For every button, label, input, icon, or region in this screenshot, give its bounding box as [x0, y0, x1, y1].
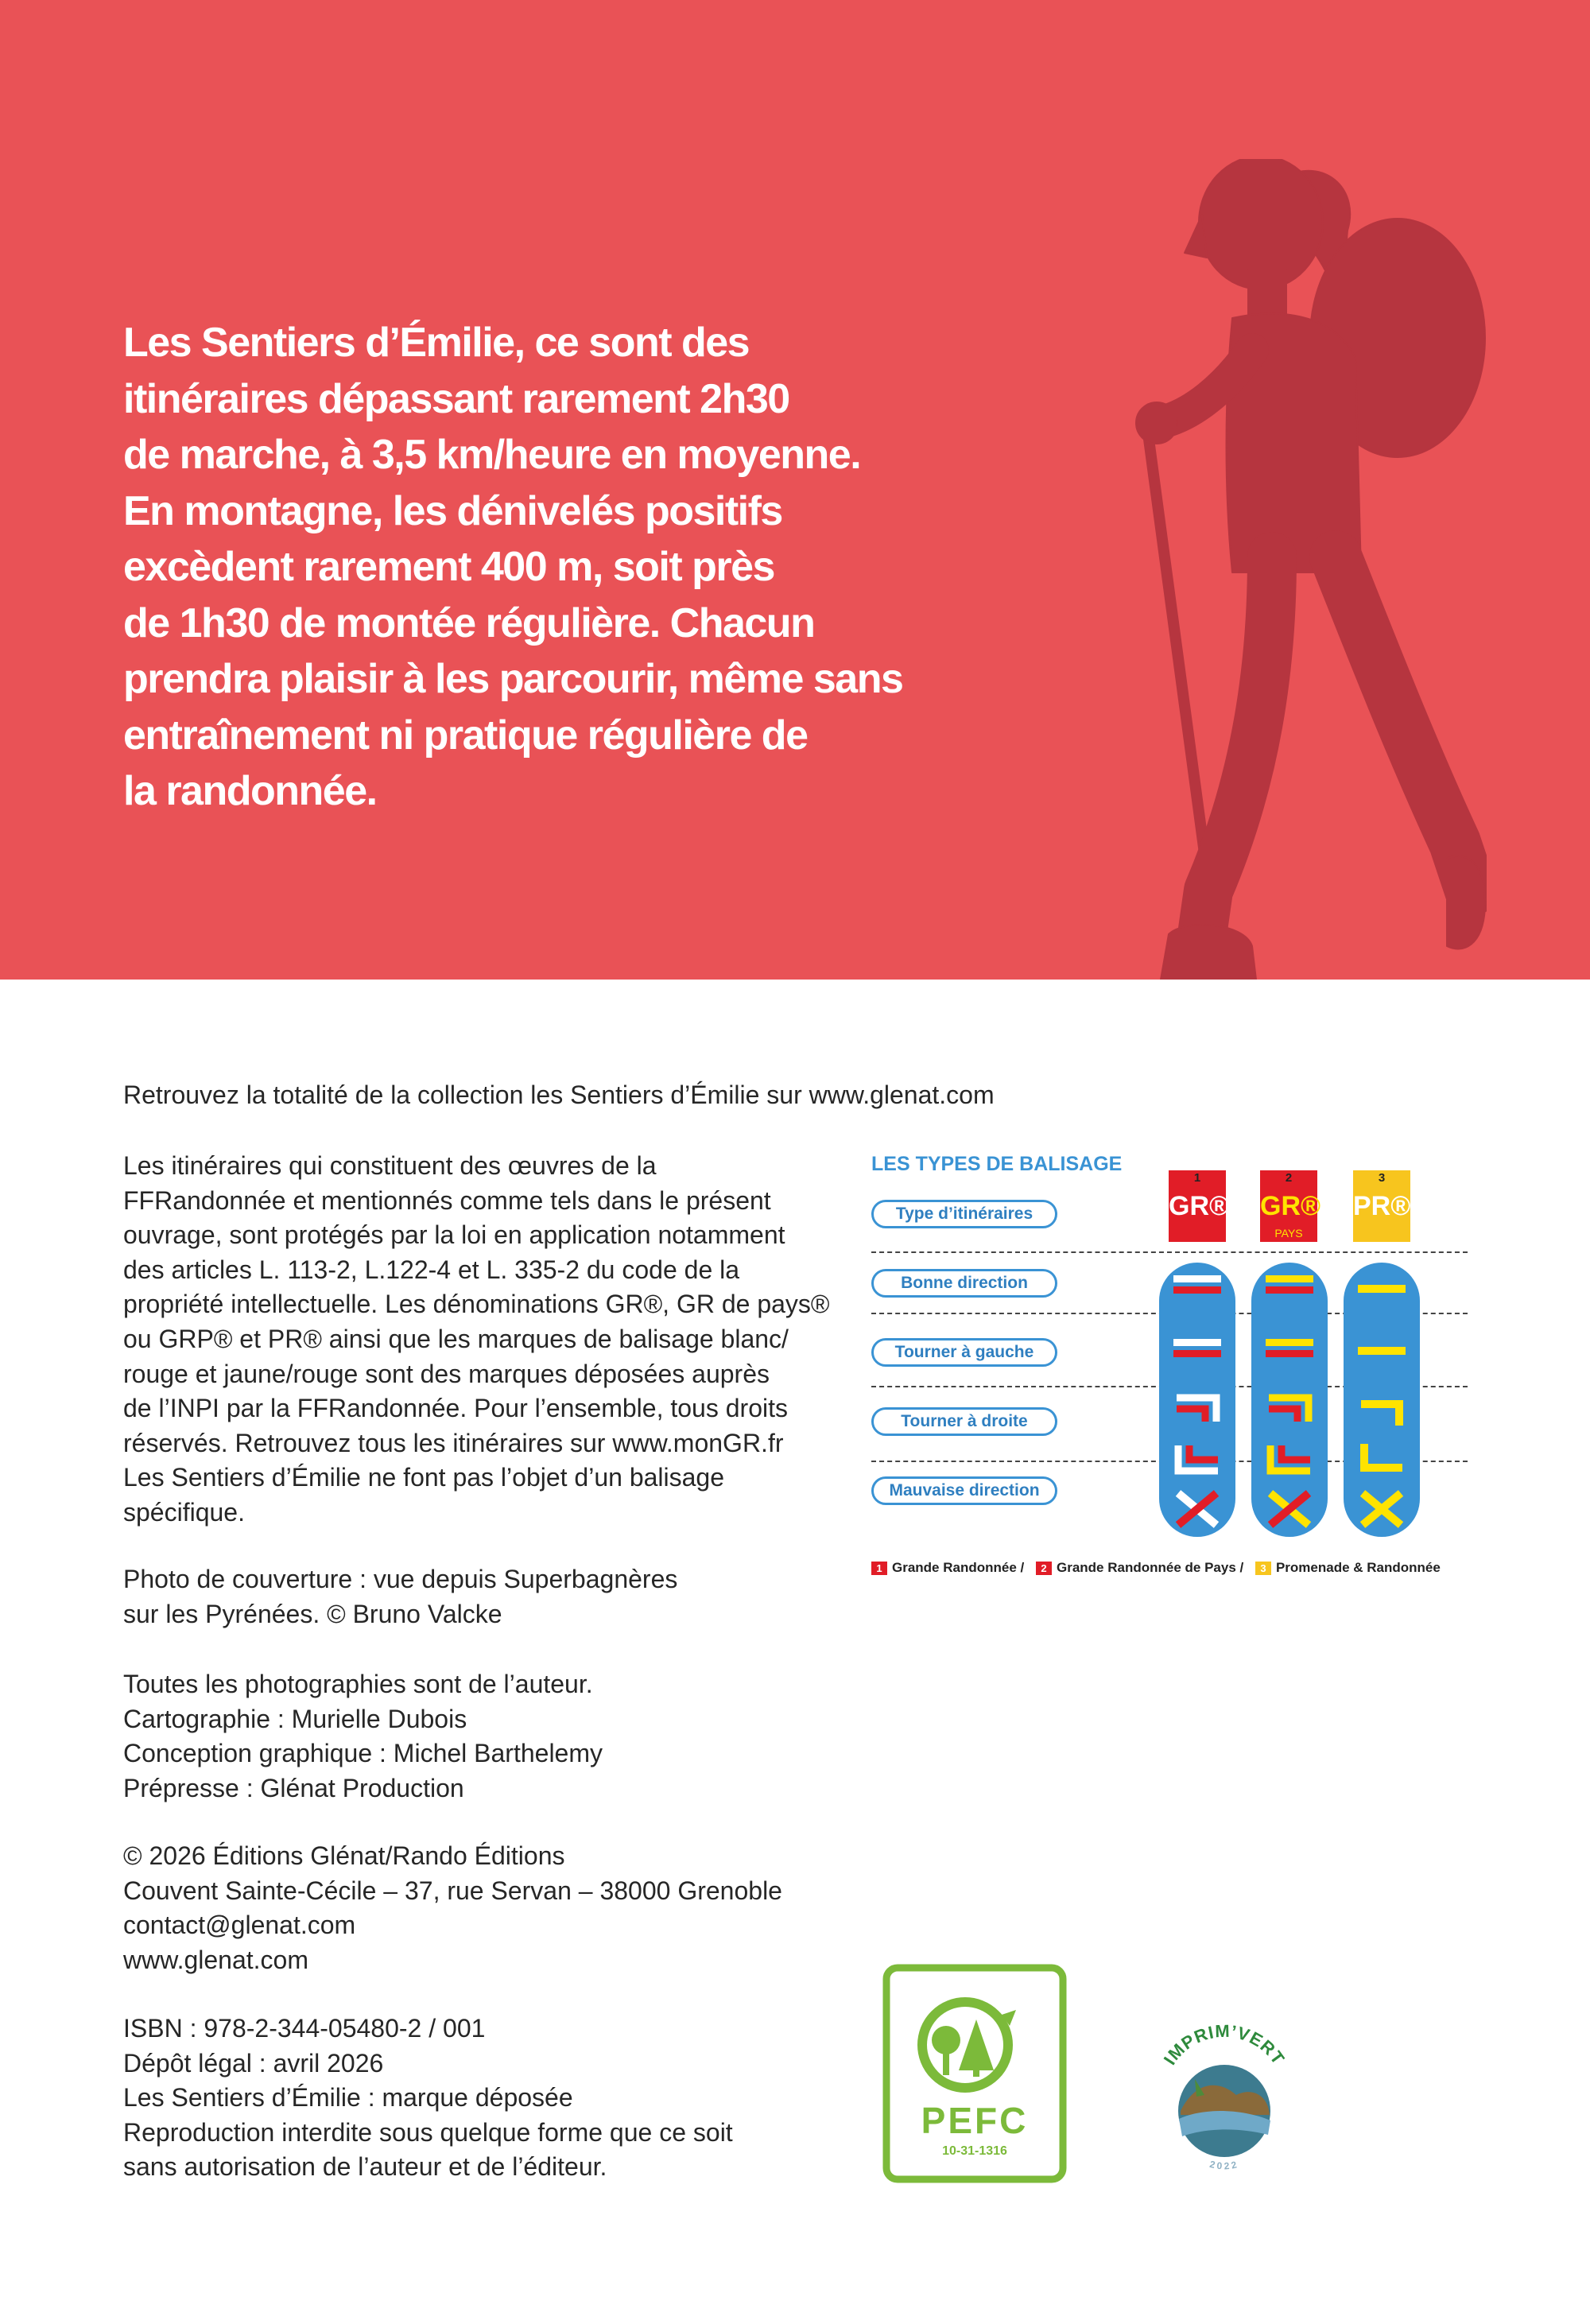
hiker-girl-silhouette	[1105, 159, 1487, 980]
legal-line: ISBN : 978-2-344-05480-2 / 001	[123, 2014, 486, 2043]
badge-pr	[1353, 1170, 1410, 1242]
marking-column-pr	[1344, 1263, 1420, 1537]
hero-line: de 1h30 de montée régulière. Chacun	[123, 599, 815, 646]
gr-markings-icon	[1159, 1263, 1235, 1537]
legal-line: Reproduction interdite sous quelque forme que ce soit	[123, 2117, 733, 2147]
staff-credits	[123, 1667, 886, 1806]
rights-line: Les itinéraires qui constituent des œuvres de la	[123, 1151, 657, 1180]
imprim-vert-landscape-icon	[1149, 2008, 1300, 2182]
badge-code: GR®	[1260, 1191, 1321, 1221]
pefc-logo	[882, 1964, 1067, 2183]
staff-line: Cartographie : Murielle Dubois	[123, 1704, 467, 1733]
hero-line: entraînement ni pratique régulière de	[123, 712, 808, 759]
rights-line: réservés. Retrouvez tous les itinéraires sur www.monGR.fr	[123, 1428, 784, 1457]
staff-line: Prépresse : Glénat Production	[123, 1773, 464, 1802]
row-label-wrong-way: Mauvaise direction	[871, 1476, 1057, 1505]
publisher-info	[123, 1839, 886, 1977]
trail-markings-diagram	[867, 1153, 1471, 1598]
publisher-line: www.glenat.com	[123, 1945, 308, 1974]
pefc-code: 10-31-1316	[942, 2144, 1007, 2158]
hero-line: itinéraires dépassant rarement 2h30	[123, 375, 789, 422]
legend-number: 2	[1036, 1562, 1052, 1575]
row-label-turn-left: Tourner à gauche	[871, 1338, 1057, 1367]
badge-code: PR®	[1353, 1191, 1411, 1221]
hero-line: prendra plaisir à les parcourir, même sans	[123, 656, 903, 702]
legend-label: Grande Randonnée /	[892, 1560, 1025, 1575]
cover-line: sur les Pyrénées. © Bruno Valcke	[123, 1599, 502, 1628]
hero-intro-text	[123, 315, 918, 820]
pefc-name: PEFC	[921, 2100, 1029, 2141]
rights-line: de l’INPI par la FFRandonnée. Pour l’ensemble, tous droits	[123, 1394, 788, 1423]
gr-pays-markings-icon	[1251, 1263, 1328, 1537]
badge-number: 2	[1260, 1170, 1317, 1186]
legal-line: sans autorisation de l’auteur et de l’éditeur.	[123, 2152, 607, 2182]
collection-line: Retrouvez la totalité de la collection les Sentiers d’Émilie sur www.glenat.com	[123, 1081, 995, 1109]
rights-line: des articles L. 113-2, L.122-4 et L. 335-2 du code de la	[123, 1255, 740, 1284]
badge-number: 1	[1169, 1170, 1226, 1186]
cover-line: Photo de couverture : vue depuis Superbagnères	[123, 1565, 678, 1593]
legend-number: 1	[871, 1562, 887, 1575]
legal-line: Dépôt légal : avril 2026	[123, 2048, 384, 2078]
hero-line: la randonnée.	[123, 768, 377, 814]
hero-line: excèdent rarement 400 m, soit près	[123, 544, 774, 590]
rights-line: FFRandonnée et mentionnés comme tels dans le présent	[123, 1185, 771, 1215]
imprim-vert-name: IMPRIM’VERT	[1159, 2020, 1289, 2069]
legend-number: 3	[1255, 1562, 1271, 1575]
marking-column-gr	[1159, 1263, 1235, 1537]
rights-line: Les Sentiers d’Émilie ne font pas l’objet d’un balisage	[123, 1463, 725, 1492]
diagram-title: LES TYPES DE BALISAGE	[871, 1153, 1123, 1175]
rights-line: ouvrage, sont protégés par la loi en application notamment	[123, 1220, 785, 1250]
row-label-route-type: Type d’itinéraires	[871, 1200, 1057, 1228]
row-label-right-way: Bonne direction	[871, 1269, 1057, 1298]
cover-photo-credit	[123, 1562, 886, 1631]
imprim-vert-year: 2022	[1208, 2158, 1240, 2172]
rights-line: spécifique.	[123, 1497, 245, 1527]
rights-paragraph	[123, 1149, 886, 1531]
row-divider	[871, 1251, 1468, 1253]
collection-note	[123, 1078, 995, 1113]
svg-text:2022	[1208, 2159, 1240, 2172]
rights-line: ou GRP® et PR® ainsi que les marques de balisage blanc/	[123, 1324, 789, 1353]
legend-label: Promenade & Randonnée	[1275, 1560, 1441, 1575]
svg-text:IMPRIM’VERT	[1160, 2021, 1289, 2069]
hero-banner	[0, 0, 1590, 980]
badge-gr	[1169, 1170, 1230, 1242]
badge-gr-pays	[1260, 1170, 1321, 1242]
row-label-turn-right: Tourner à droite	[871, 1407, 1057, 1436]
publisher-line: contact@glenat.com	[123, 1911, 356, 1940]
legend-label: Grande Randonnée de Pays /	[1056, 1560, 1244, 1575]
badge-code: GR®	[1169, 1191, 1230, 1221]
rights-line: propriété intellectuelle. Les dénominations GR®, GR de pays®	[123, 1290, 830, 1319]
markings-legend	[871, 1560, 1441, 1576]
pr-markings-icon	[1344, 1263, 1420, 1537]
legal-line: Les Sentiers d’Émilie : marque déposée	[123, 2083, 573, 2113]
marking-column-gr-pays	[1251, 1263, 1328, 1537]
hero-line: de marche, à 3,5 km/heure en moyenne.	[123, 432, 861, 478]
legal-info	[123, 2012, 886, 2185]
imprim-vert-logo	[1149, 2008, 1300, 2182]
rights-line: rouge et jaune/rouge sont des marques déposées auprès	[123, 1359, 770, 1388]
staff-line: Toutes les photographies sont de l’auteur.	[123, 1670, 593, 1698]
publisher-line: Couvent Sainte-Cécile – 37, rue Servan – 38000 Grenoble	[123, 1876, 782, 1905]
hero-line: Les Sentiers d’Émilie, ce sont des	[123, 320, 750, 366]
publisher-line: © 2026 Éditions Glénat/Rando Éditions	[123, 1841, 565, 1870]
badge-sub: PAYS	[1274, 1227, 1303, 1240]
hero-line: En montagne, les dénivelés positifs	[123, 487, 782, 534]
staff-line: Conception graphique : Michel Barthelemy	[123, 1739, 603, 1768]
badge-number: 3	[1353, 1170, 1410, 1186]
